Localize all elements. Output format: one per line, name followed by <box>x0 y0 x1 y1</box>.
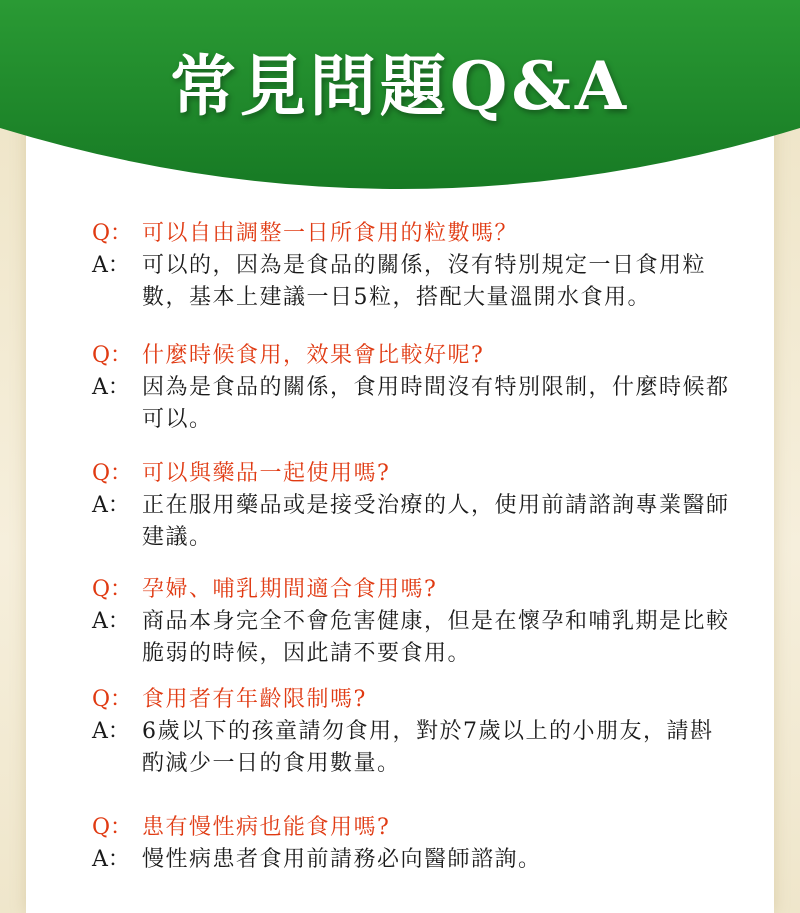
faq-question <box>92 340 732 372</box>
answer-label: A： <box>92 719 130 744</box>
answer-text: 6歲以下的孩童請勿食用，對於7歲以上的小朋友，請斟酌減少一日的食用數量。 <box>142 719 714 776</box>
question-text: 患有慢性病也能食用嗎? <box>142 815 391 840</box>
faq-item <box>92 574 732 670</box>
question-label: Q： <box>92 343 133 368</box>
question-label: Q： <box>92 687 133 712</box>
answer-text: 因為是食品的關係，食用時間沒有特別限制，什麼時候都可以。 <box>142 375 730 432</box>
question-label: Q： <box>92 815 133 840</box>
answer-text: 商品本身完全不會危害健康，但是在懷孕和哺乳期是比較脆弱的時候，因此請不要食用。 <box>142 609 730 666</box>
answer-label: A： <box>92 847 130 872</box>
answer-text: 正在服用藥品或是接受治療的人，使用前請諮詢專業醫師建議。 <box>142 493 730 550</box>
answer-label: A： <box>92 375 130 400</box>
faq-question <box>92 684 732 716</box>
faq-item <box>92 684 732 780</box>
question-text: 食用者有年齡限制嗎? <box>142 687 367 712</box>
question-label: Q： <box>92 221 133 246</box>
question-text: 什麼時候食用，效果會比較好呢? <box>142 343 485 368</box>
answer-text: 慢性病患者食用前請務必向醫師諮詢。 <box>142 847 542 872</box>
faq-item <box>92 340 732 436</box>
faq-answer <box>92 250 732 314</box>
faq-question <box>92 218 732 250</box>
page-title: 常見問題Q&A <box>169 47 631 125</box>
faq-answer <box>92 844 732 876</box>
faq-answer <box>92 716 732 780</box>
question-text: 可以與藥品一起使用嗎? <box>142 461 391 486</box>
question-label: Q： <box>92 461 133 486</box>
faq-question <box>92 574 732 606</box>
faq-question <box>92 812 732 844</box>
faq-item <box>92 812 732 876</box>
answer-text: 可以的，因為是食品的關係，沒有特別規定一日食用粒數，基本上建議一日5粒，搭配大量溫開水食用。 <box>142 253 707 310</box>
question-text: 可以自由調整一日所食用的粒數嗎？ <box>142 221 519 246</box>
answer-label: A： <box>92 253 130 278</box>
faq-answer <box>92 490 732 554</box>
faq-item <box>92 218 732 314</box>
faq-item <box>92 458 732 554</box>
answer-label: A： <box>92 609 130 634</box>
faq-answer <box>92 606 732 670</box>
question-label: Q： <box>92 577 133 602</box>
faq-question <box>92 458 732 490</box>
question-text: 孕婦、哺乳期間適合食用嗎? <box>142 577 438 602</box>
answer-label: A： <box>92 493 130 518</box>
faq-answer <box>92 372 732 436</box>
